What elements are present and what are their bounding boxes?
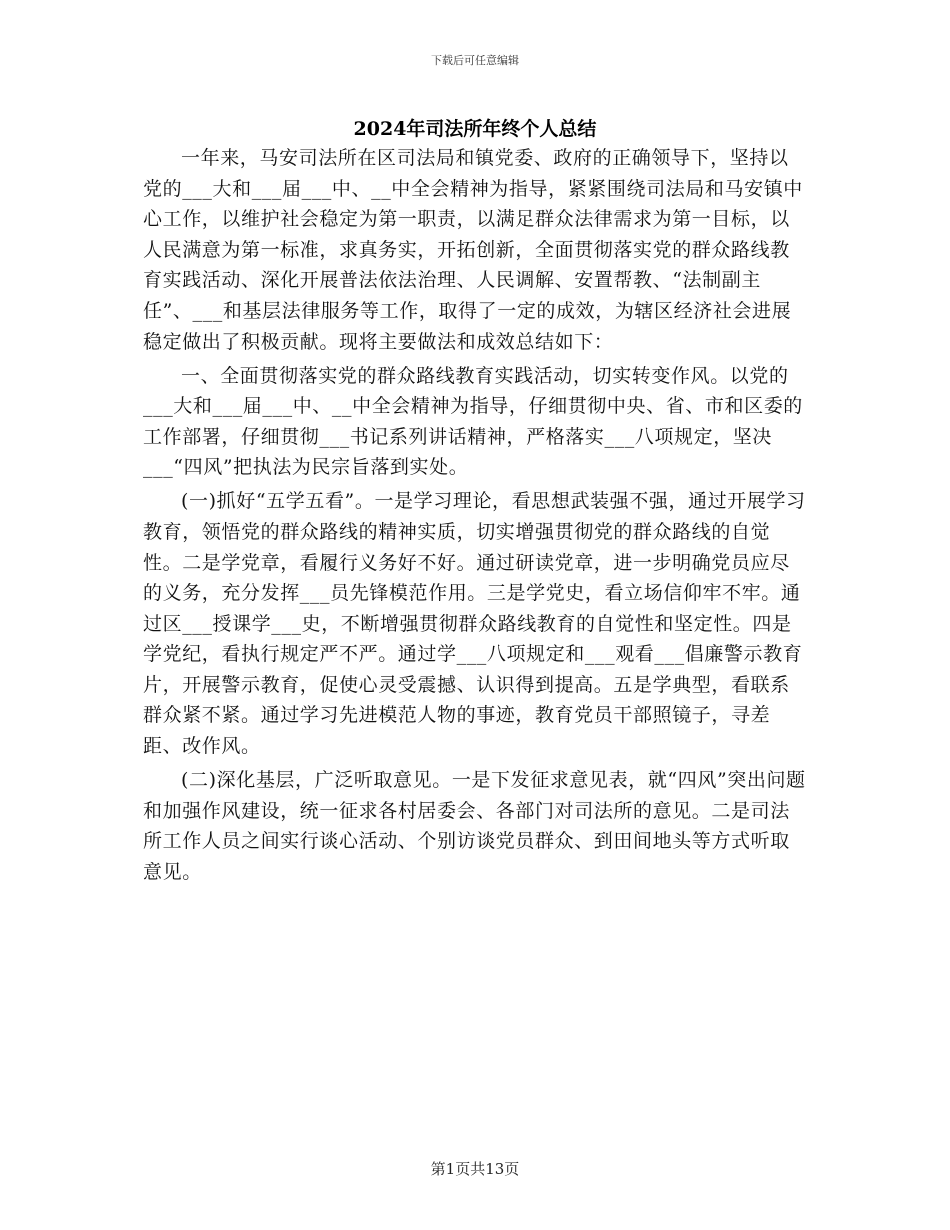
- document-title: 2024年司法所年终个人总结: [353, 118, 597, 140]
- paragraph-section-1: 一、全面贯彻落实党的群众路线教育实践活动，切实转变作风。以党的___大和___届___中、__中全会精神为指导，仔细贯彻中央、省、市和区委的工作部署，仔细贯彻___书记系列讲话精神，严格落实___八项规定，坚决___“四风”把执法为民宗旨落到实处。: [143, 364, 803, 479]
- paragraph-subsection-2: (二)深化基层，广泛听取意见。一是下发征求意见表，就“四风”突出问题和加强作风建设，统一征求各村居委会、各部门对司法所的意见。二是司法所工作人员之间实行谈心活动、个别访谈党员群众、到田间地头等方式听取意见。: [143, 769, 806, 883]
- header-note: 下载后可任意编辑: [431, 54, 519, 67]
- paragraph-subsection-1: (一)抓好“五学五看”。一是学习理论，看思想武装强不强，通过开展学习教育，领悟党的群众路线的精神实质，切实增强贯彻党的群众路线的自觉性。二是学党章，看履行义务好不好。通过研读党章，进一步明确党员应尽的义务，充分发挥___员先锋模范作用。三是学党史，看立场信仰牢不牢。通过区___授课学___史，不断增强贯彻群众路线教育的自觉性和坚定性。四是学党纪，看执行规定严不严。通过学___八项规定和___观看___倡廉警示教育片，开展警示教育，促使心灵受震撼、认识得到提高。五是学典型，看联系群众紧不紧。通过学习先进模范人物的事迹，教育党员干部照镜子，寻差距、改作风。: [143, 490, 806, 758]
- document-body: [143, 143, 808, 891]
- paragraph-intro: 一年来，马安司法所在区司法局和镇党委、政府的正确领导下，坚持以党的___大和___届___中、__中全会精神为指导，紧紧围绕司法局和马安镇中心工作，以维护社会稳定为第一职责，以满足群众法律需求为第一目标，以人民满意为第一标准，求真务实，开拓创新，全面贯彻落实党的群众路线教育实践活动、深化开展普法依法治理、人民调解、安置帮教、“法制副主任”、___和基层法律服务等工作，取得了一定的成效，为辖区经济社会进展稳定做出了积极贡献。现将主要做法和成效总结如下：: [143, 147, 803, 353]
- page-number: 第1页共13页: [430, 1160, 520, 1178]
